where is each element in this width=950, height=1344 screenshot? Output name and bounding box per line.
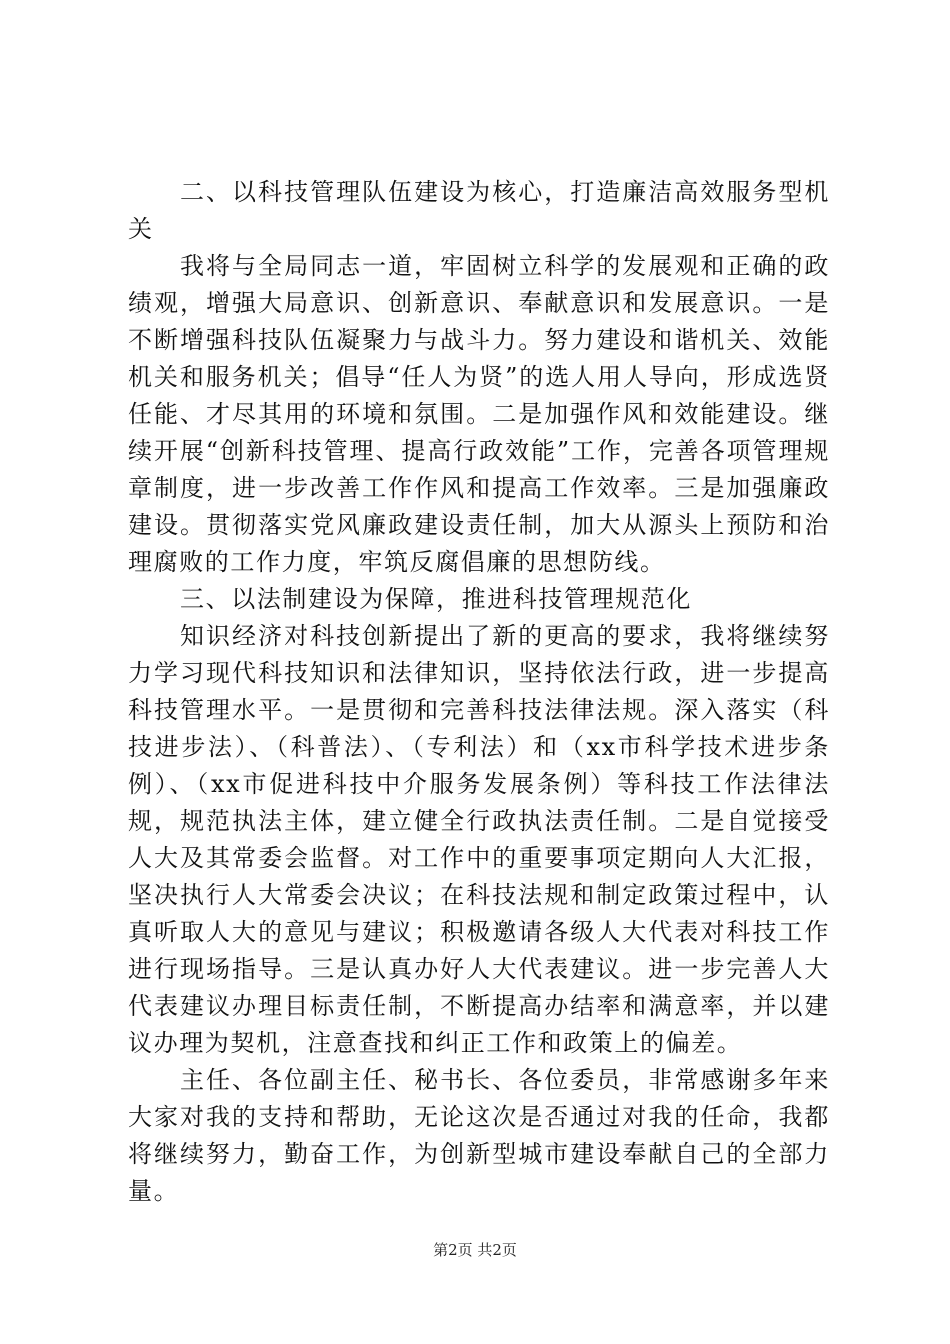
- page-footer: 第2页 共2页: [433, 1241, 517, 1259]
- paragraph: 我将与全局同志一道，牢固树立科学的发展观和正确的政绩观，增强大局意识、创新意识、奉献意识和发展意识。一是不断增强科技队伍凝聚力与战斗力。努力建设和谐机关、效能机关和服务机关；倡导“任人为贤”的选人用人导向，形成选贤任能、才尽其用的环境和氛围。二是加强作风和效能建设。继续开展“创新科技管理、提高行政效能”工作，完善各项管理规章制度，进一步改善工作作风和提高工作效率。三是加强廉政建设。贯彻落实党风廉政建设责任制，加大从源头上预防和治理腐败的工作力度，牢筑反腐倡廉的思想防线。: [128, 252, 830, 576]
- section-heading-2: 二、以科技管理队伍建设为核心，打造廉洁高效服务型机关: [128, 178, 830, 243]
- paragraph: 知识经济对科技创新提出了新的更高的要求，我将继续努力学习现代科技知识和法律知识，坚持依法行政，进一步提高科技管理水平。一是贯彻和完善科技法律法规。深入落实（科技进步法）、（科普法）、（专利法）和（xx市科学技术进步条例）、（xx市促进科技中介服务发展条例）等科技工作法律法规，规范执法主体，建立健全行政执法责任制。二是自觉接受人大及其常委会监督。对工作中的重要事项定期向人大汇报，坚决执行人大常委会决议；在科技法规和制定政策过程中，认真听取人大的意见与建议；积极邀请各级人大代表对科技工作进行现场指导。三是认真办好人大代表建议。进一步完善人大代表建议办理目标责任制，不断提高办结率和满意率，并以建议办理为契机，注意查找和纠正工作和政策上的偏差。: [128, 622, 830, 1057]
- closing-paragraph: 主任、各位副主任、秘书长、各位委员，非常感谢多年来大家对我的支持和帮助，无论这次是否通过对我的任命，我都将继续努力，勤奋工作，为创新型城市建设奉献自己的全部力量。: [128, 1066, 830, 1205]
- section-heading-3: 三、以法制建设为保障，推进科技管理规范化: [180, 585, 692, 613]
- document-body: [128, 174, 830, 1210]
